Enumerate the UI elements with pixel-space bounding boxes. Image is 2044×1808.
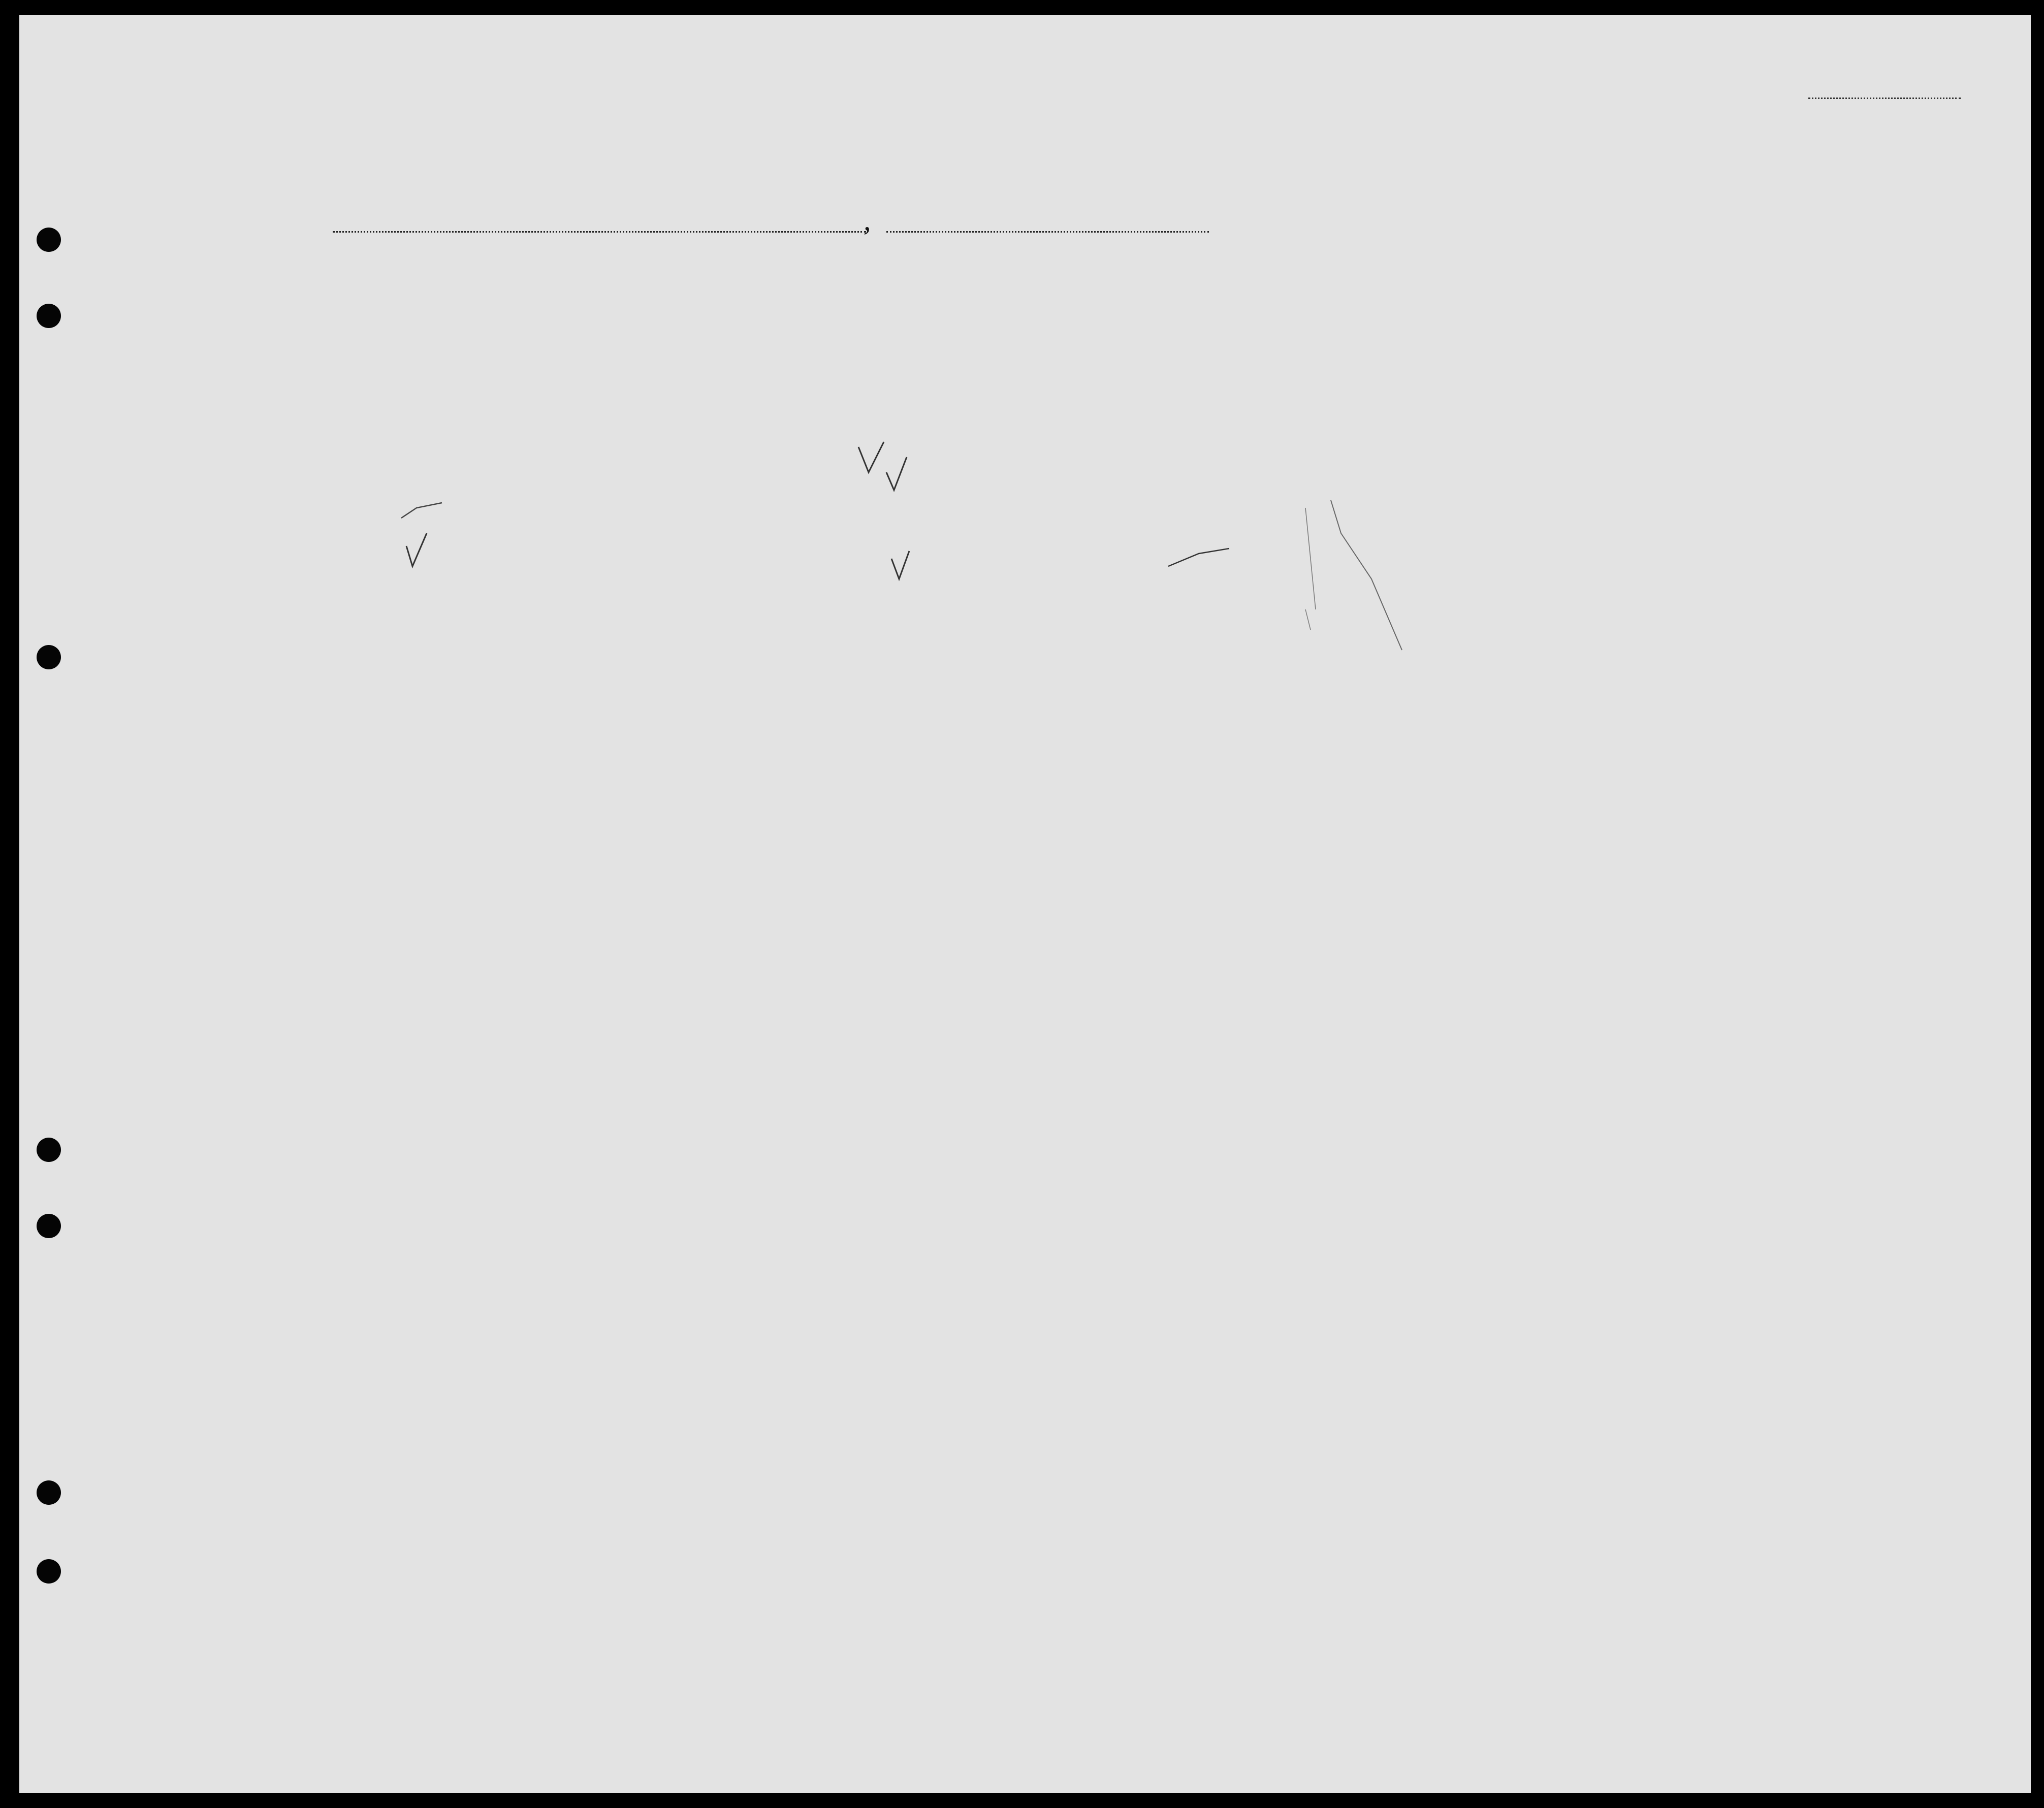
comma: ,	[864, 204, 871, 237]
